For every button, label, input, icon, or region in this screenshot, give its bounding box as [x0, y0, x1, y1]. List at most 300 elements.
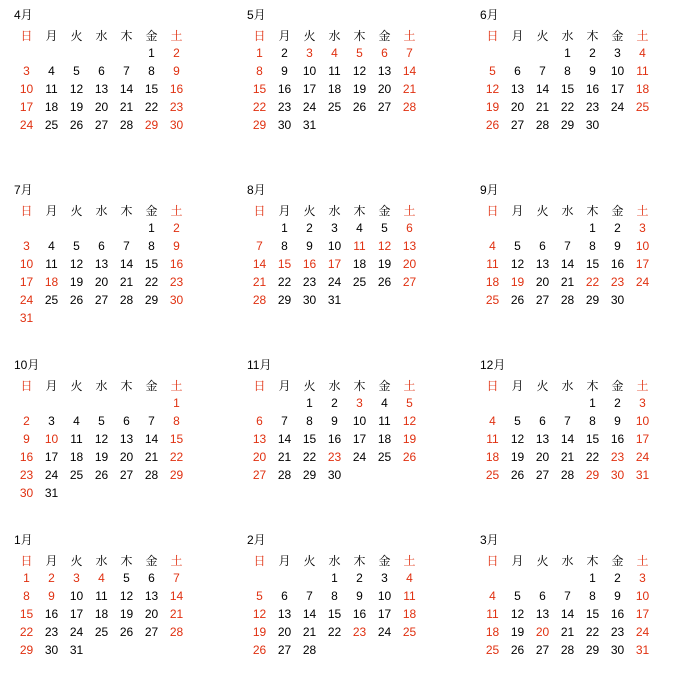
day-cell[interactable]: 29: [144, 293, 159, 307]
day-cell[interactable]: 11: [70, 432, 83, 446]
day-cell[interactable]: 9: [173, 64, 180, 78]
day-cell[interactable]: 22: [19, 625, 34, 639]
day-cell[interactable]: 15: [19, 607, 34, 621]
day-cell[interactable]: 26: [252, 643, 267, 657]
day-cell[interactable]: 7: [123, 64, 130, 78]
day-cell[interactable]: 21: [560, 625, 575, 639]
day-cell[interactable]: 7: [281, 414, 288, 428]
day-cell[interactable]: 24: [635, 450, 650, 464]
day-cell[interactable]: 8: [148, 64, 155, 78]
day-cell[interactable]: 8: [589, 239, 596, 253]
day-cell[interactable]: 4: [73, 414, 80, 428]
day-cell[interactable]: 21: [169, 607, 184, 621]
day-cell[interactable]: 15: [144, 82, 159, 96]
day-cell[interactable]: 29: [19, 643, 34, 657]
day-cell[interactable]: 25: [44, 118, 59, 132]
day-cell[interactable]: 16: [19, 450, 34, 464]
day-cell[interactable]: 23: [277, 100, 292, 114]
day-cell[interactable]: 7: [173, 571, 180, 585]
day-cell[interactable]: 31: [19, 311, 34, 325]
day-cell[interactable]: 27: [94, 118, 109, 132]
day-cell[interactable]: 4: [639, 46, 646, 60]
day-cell[interactable]: 28: [560, 643, 575, 657]
day-cell[interactable]: 3: [381, 571, 388, 585]
day-cell[interactable]: 5: [73, 64, 80, 78]
day-cell[interactable]: 18: [94, 607, 109, 621]
day-cell[interactable]: 31: [302, 118, 317, 132]
day-cell[interactable]: 17: [635, 432, 650, 446]
day-cell[interactable]: 15: [252, 82, 267, 96]
day-cell[interactable]: 2: [331, 396, 338, 410]
day-cell[interactable]: 23: [610, 275, 625, 289]
day-cell[interactable]: 15: [585, 257, 600, 271]
day-cell[interactable]: 27: [119, 468, 134, 482]
day-cell[interactable]: 13: [94, 257, 109, 271]
day-cell[interactable]: 23: [585, 100, 600, 114]
day-cell[interactable]: 19: [69, 100, 84, 114]
day-cell[interactable]: 22: [585, 450, 600, 464]
day-cell[interactable]: 25: [69, 468, 84, 482]
day-cell[interactable]: 30: [585, 118, 600, 132]
day-cell[interactable]: 26: [402, 450, 417, 464]
day-cell[interactable]: 10: [377, 589, 392, 603]
day-cell[interactable]: 22: [252, 100, 267, 114]
day-cell[interactable]: 19: [352, 82, 367, 96]
day-cell[interactable]: 26: [485, 118, 500, 132]
day-cell[interactable]: 17: [327, 257, 342, 271]
day-cell[interactable]: 18: [327, 82, 342, 96]
day-cell[interactable]: 3: [639, 396, 646, 410]
day-cell[interactable]: 2: [614, 396, 621, 410]
day-cell[interactable]: 23: [19, 468, 34, 482]
day-cell[interactable]: 9: [589, 64, 596, 78]
day-cell[interactable]: 10: [19, 82, 34, 96]
day-cell[interactable]: 16: [610, 607, 625, 621]
day-cell[interactable]: 10: [69, 589, 84, 603]
day-cell[interactable]: 25: [327, 100, 342, 114]
day-cell[interactable]: 6: [381, 46, 388, 60]
day-cell[interactable]: 2: [48, 571, 55, 585]
day-cell[interactable]: 10: [19, 257, 34, 271]
day-cell[interactable]: 22: [302, 450, 317, 464]
day-cell[interactable]: 17: [69, 607, 84, 621]
day-cell[interactable]: 27: [277, 643, 292, 657]
day-cell[interactable]: 22: [277, 275, 292, 289]
day-cell[interactable]: 21: [144, 450, 159, 464]
day-cell[interactable]: 24: [327, 275, 342, 289]
day-cell[interactable]: 7: [539, 64, 546, 78]
day-cell[interactable]: 25: [377, 450, 392, 464]
day-cell[interactable]: 11: [45, 257, 58, 271]
day-cell[interactable]: 27: [377, 100, 392, 114]
day-cell[interactable]: 16: [610, 432, 625, 446]
day-cell[interactable]: 10: [302, 64, 317, 78]
day-cell[interactable]: 1: [589, 396, 596, 410]
day-cell[interactable]: 23: [44, 625, 59, 639]
day-cell[interactable]: 17: [44, 450, 59, 464]
day-cell[interactable]: 6: [123, 414, 130, 428]
day-cell[interactable]: 21: [535, 100, 550, 114]
day-cell[interactable]: 14: [252, 257, 267, 271]
day-cell[interactable]: 1: [256, 46, 263, 60]
day-cell[interactable]: 26: [510, 293, 525, 307]
day-cell[interactable]: 20: [94, 275, 109, 289]
day-cell[interactable]: 7: [564, 239, 571, 253]
day-cell[interactable]: 28: [144, 468, 159, 482]
day-cell[interactable]: 21: [119, 275, 134, 289]
day-cell[interactable]: 24: [69, 625, 84, 639]
day-cell[interactable]: 11: [486, 432, 499, 446]
day-cell[interactable]: 4: [381, 396, 388, 410]
day-cell[interactable]: 27: [535, 643, 550, 657]
day-cell[interactable]: 6: [148, 571, 155, 585]
day-cell[interactable]: 4: [406, 571, 413, 585]
day-cell[interactable]: 1: [589, 571, 596, 585]
day-cell[interactable]: 13: [119, 432, 134, 446]
day-cell[interactable]: 11: [95, 589, 108, 603]
day-cell[interactable]: 18: [352, 257, 367, 271]
day-cell[interactable]: 26: [69, 118, 84, 132]
day-cell[interactable]: 9: [614, 239, 621, 253]
day-cell[interactable]: 10: [635, 589, 650, 603]
day-cell[interactable]: 14: [144, 432, 159, 446]
day-cell[interactable]: 13: [535, 607, 550, 621]
day-cell[interactable]: 29: [252, 118, 267, 132]
day-cell[interactable]: 18: [377, 432, 392, 446]
day-cell[interactable]: 28: [560, 468, 575, 482]
day-cell[interactable]: 23: [352, 625, 367, 639]
day-cell[interactable]: 10: [635, 414, 650, 428]
day-cell[interactable]: 8: [306, 414, 313, 428]
day-cell[interactable]: 14: [119, 82, 134, 96]
day-cell[interactable]: 3: [23, 239, 30, 253]
day-cell[interactable]: 1: [148, 221, 155, 235]
day-cell[interactable]: 19: [510, 625, 525, 639]
day-cell[interactable]: 2: [306, 221, 313, 235]
day-cell[interactable]: 29: [560, 118, 575, 132]
day-cell[interactable]: 19: [510, 275, 525, 289]
day-cell[interactable]: 4: [98, 571, 105, 585]
day-cell[interactable]: 18: [402, 607, 417, 621]
day-cell[interactable]: 13: [402, 239, 417, 253]
day-cell[interactable]: 20: [377, 82, 392, 96]
day-cell[interactable]: 14: [560, 607, 575, 621]
day-cell[interactable]: 25: [44, 293, 59, 307]
day-cell[interactable]: 20: [252, 450, 267, 464]
day-cell[interactable]: 4: [489, 414, 496, 428]
day-cell[interactable]: 5: [356, 46, 363, 60]
day-cell[interactable]: 1: [173, 396, 180, 410]
day-cell[interactable]: 28: [302, 643, 317, 657]
day-cell[interactable]: 15: [169, 432, 184, 446]
day-cell[interactable]: 10: [44, 432, 59, 446]
day-cell[interactable]: 7: [564, 414, 571, 428]
day-cell[interactable]: 3: [639, 571, 646, 585]
day-cell[interactable]: 16: [169, 257, 184, 271]
day-cell[interactable]: 20: [535, 450, 550, 464]
day-cell[interactable]: 14: [302, 607, 317, 621]
day-cell[interactable]: 5: [514, 239, 521, 253]
day-cell[interactable]: 19: [119, 607, 134, 621]
day-cell[interactable]: 25: [352, 275, 367, 289]
day-cell[interactable]: 19: [402, 432, 417, 446]
day-cell[interactable]: 2: [173, 221, 180, 235]
day-cell[interactable]: 22: [560, 100, 575, 114]
day-cell[interactable]: 24: [19, 118, 34, 132]
day-cell[interactable]: 4: [48, 239, 55, 253]
day-cell[interactable]: 16: [352, 607, 367, 621]
day-cell[interactable]: 5: [381, 221, 388, 235]
day-cell[interactable]: 1: [589, 221, 596, 235]
day-cell[interactable]: 21: [277, 450, 292, 464]
day-cell[interactable]: 11: [353, 239, 366, 253]
day-cell[interactable]: 1: [564, 46, 571, 60]
day-cell[interactable]: 15: [144, 257, 159, 271]
day-cell[interactable]: 16: [327, 432, 342, 446]
day-cell[interactable]: 30: [302, 293, 317, 307]
day-cell[interactable]: 5: [98, 414, 105, 428]
day-cell[interactable]: 23: [302, 275, 317, 289]
day-cell[interactable]: 9: [614, 414, 621, 428]
day-cell[interactable]: 27: [402, 275, 417, 289]
day-cell[interactable]: 17: [610, 82, 625, 96]
day-cell[interactable]: 13: [277, 607, 292, 621]
day-cell[interactable]: 9: [614, 589, 621, 603]
day-cell[interactable]: 3: [331, 221, 338, 235]
day-cell[interactable]: 6: [98, 64, 105, 78]
day-cell[interactable]: 19: [485, 100, 500, 114]
day-cell[interactable]: 11: [378, 414, 391, 428]
day-cell[interactable]: 5: [73, 239, 80, 253]
day-cell[interactable]: 30: [327, 468, 342, 482]
day-cell[interactable]: 25: [485, 468, 500, 482]
day-cell[interactable]: 15: [560, 82, 575, 96]
day-cell[interactable]: 25: [485, 643, 500, 657]
day-cell[interactable]: 25: [94, 625, 109, 639]
day-cell[interactable]: 12: [510, 257, 525, 271]
day-cell[interactable]: 8: [589, 414, 596, 428]
day-cell[interactable]: 7: [406, 46, 413, 60]
day-cell[interactable]: 19: [377, 257, 392, 271]
day-cell[interactable]: 24: [44, 468, 59, 482]
day-cell[interactable]: 29: [585, 468, 600, 482]
day-cell[interactable]: 22: [585, 275, 600, 289]
day-cell[interactable]: 4: [331, 46, 338, 60]
day-cell[interactable]: 6: [406, 221, 413, 235]
day-cell[interactable]: 29: [585, 293, 600, 307]
day-cell[interactable]: 13: [144, 589, 159, 603]
day-cell[interactable]: 18: [44, 275, 59, 289]
day-cell[interactable]: 16: [302, 257, 317, 271]
day-cell[interactable]: 1: [281, 221, 288, 235]
day-cell[interactable]: 29: [277, 293, 292, 307]
day-cell[interactable]: 21: [560, 450, 575, 464]
day-cell[interactable]: 16: [169, 82, 184, 96]
day-cell[interactable]: 23: [610, 450, 625, 464]
day-cell[interactable]: 1: [331, 571, 338, 585]
day-cell[interactable]: 20: [119, 450, 134, 464]
day-cell[interactable]: 3: [614, 46, 621, 60]
day-cell[interactable]: 31: [69, 643, 84, 657]
day-cell[interactable]: 20: [94, 100, 109, 114]
day-cell[interactable]: 17: [19, 100, 34, 114]
day-cell[interactable]: 13: [94, 82, 109, 96]
day-cell[interactable]: 23: [327, 450, 342, 464]
day-cell[interactable]: 23: [169, 275, 184, 289]
day-cell[interactable]: 2: [23, 414, 30, 428]
day-cell[interactable]: 12: [94, 432, 109, 446]
day-cell[interactable]: 5: [489, 64, 496, 78]
day-cell[interactable]: 1: [306, 396, 313, 410]
day-cell[interactable]: 12: [402, 414, 417, 428]
day-cell[interactable]: 23: [610, 625, 625, 639]
day-cell[interactable]: 10: [610, 64, 625, 78]
day-cell[interactable]: 22: [144, 275, 159, 289]
day-cell[interactable]: 31: [635, 468, 650, 482]
day-cell[interactable]: 28: [402, 100, 417, 114]
day-cell[interactable]: 4: [489, 589, 496, 603]
day-cell[interactable]: 31: [635, 643, 650, 657]
day-cell[interactable]: 20: [535, 625, 550, 639]
day-cell[interactable]: 9: [331, 414, 338, 428]
day-cell[interactable]: 27: [252, 468, 267, 482]
day-cell[interactable]: 15: [302, 432, 317, 446]
day-cell[interactable]: 19: [69, 275, 84, 289]
day-cell[interactable]: 12: [69, 257, 84, 271]
day-cell[interactable]: 11: [486, 257, 499, 271]
day-cell[interactable]: 7: [306, 589, 313, 603]
day-cell[interactable]: 30: [610, 293, 625, 307]
day-cell[interactable]: 28: [119, 293, 134, 307]
day-cell[interactable]: 8: [331, 589, 338, 603]
day-cell[interactable]: 26: [510, 468, 525, 482]
day-cell[interactable]: 28: [252, 293, 267, 307]
day-cell[interactable]: 15: [277, 257, 292, 271]
day-cell[interactable]: 25: [635, 100, 650, 114]
day-cell[interactable]: 13: [510, 82, 525, 96]
day-cell[interactable]: 18: [69, 450, 84, 464]
day-cell[interactable]: 12: [119, 589, 134, 603]
day-cell[interactable]: 27: [535, 293, 550, 307]
day-cell[interactable]: 4: [489, 239, 496, 253]
day-cell[interactable]: 28: [169, 625, 184, 639]
day-cell[interactable]: 24: [377, 625, 392, 639]
day-cell[interactable]: 22: [327, 625, 342, 639]
day-cell[interactable]: 18: [485, 275, 500, 289]
day-cell[interactable]: 26: [352, 100, 367, 114]
day-cell[interactable]: 21: [402, 82, 417, 96]
day-cell[interactable]: 9: [48, 589, 55, 603]
day-cell[interactable]: 2: [281, 46, 288, 60]
day-cell[interactable]: 14: [277, 432, 292, 446]
day-cell[interactable]: 11: [486, 607, 499, 621]
day-cell[interactable]: 3: [73, 571, 80, 585]
day-cell[interactable]: 26: [69, 293, 84, 307]
day-cell[interactable]: 24: [19, 293, 34, 307]
day-cell[interactable]: 8: [564, 64, 571, 78]
day-cell[interactable]: 13: [535, 432, 550, 446]
day-cell[interactable]: 6: [514, 64, 521, 78]
day-cell[interactable]: 13: [252, 432, 267, 446]
day-cell[interactable]: 21: [302, 625, 317, 639]
day-cell[interactable]: 23: [169, 100, 184, 114]
day-cell[interactable]: 24: [635, 275, 650, 289]
day-cell[interactable]: 8: [589, 589, 596, 603]
day-cell[interactable]: 12: [69, 82, 84, 96]
day-cell[interactable]: 13: [535, 257, 550, 271]
day-cell[interactable]: 29: [585, 643, 600, 657]
day-cell[interactable]: 20: [402, 257, 417, 271]
day-cell[interactable]: 16: [585, 82, 600, 96]
day-cell[interactable]: 21: [560, 275, 575, 289]
day-cell[interactable]: 5: [256, 589, 263, 603]
day-cell[interactable]: 19: [94, 450, 109, 464]
day-cell[interactable]: 6: [281, 589, 288, 603]
day-cell[interactable]: 27: [535, 468, 550, 482]
day-cell[interactable]: 16: [610, 257, 625, 271]
day-cell[interactable]: 11: [403, 589, 416, 603]
day-cell[interactable]: 6: [539, 414, 546, 428]
day-cell[interactable]: 3: [639, 221, 646, 235]
day-cell[interactable]: 28: [535, 118, 550, 132]
day-cell[interactable]: 8: [256, 64, 263, 78]
day-cell[interactable]: 14: [560, 432, 575, 446]
day-cell[interactable]: 20: [277, 625, 292, 639]
day-cell[interactable]: 10: [635, 239, 650, 253]
day-cell[interactable]: 5: [406, 396, 413, 410]
day-cell[interactable]: 24: [610, 100, 625, 114]
day-cell[interactable]: 6: [539, 239, 546, 253]
day-cell[interactable]: 12: [252, 607, 267, 621]
day-cell[interactable]: 29: [144, 118, 159, 132]
day-cell[interactable]: 29: [169, 468, 184, 482]
day-cell[interactable]: 14: [402, 64, 417, 78]
day-cell[interactable]: 22: [169, 450, 184, 464]
day-cell[interactable]: 28: [277, 468, 292, 482]
day-cell[interactable]: 10: [327, 239, 342, 253]
day-cell[interactable]: 7: [564, 589, 571, 603]
day-cell[interactable]: 12: [510, 607, 525, 621]
day-cell[interactable]: 18: [485, 625, 500, 639]
day-cell[interactable]: 30: [169, 118, 184, 132]
day-cell[interactable]: 5: [123, 571, 130, 585]
day-cell[interactable]: 18: [635, 82, 650, 96]
day-cell[interactable]: 17: [635, 257, 650, 271]
day-cell[interactable]: 2: [614, 221, 621, 235]
day-cell[interactable]: 1: [23, 571, 30, 585]
day-cell[interactable]: 26: [510, 643, 525, 657]
day-cell[interactable]: 8: [281, 239, 288, 253]
day-cell[interactable]: 14: [119, 257, 134, 271]
day-cell[interactable]: 15: [585, 607, 600, 621]
day-cell[interactable]: 16: [44, 607, 59, 621]
day-cell[interactable]: 12: [352, 64, 367, 78]
day-cell[interactable]: 11: [328, 64, 341, 78]
day-cell[interactable]: 1: [148, 46, 155, 60]
day-cell[interactable]: 7: [148, 414, 155, 428]
day-cell[interactable]: 30: [610, 643, 625, 657]
day-cell[interactable]: 27: [94, 293, 109, 307]
day-cell[interactable]: 2: [614, 571, 621, 585]
day-cell[interactable]: 3: [306, 46, 313, 60]
day-cell[interactable]: 3: [23, 64, 30, 78]
day-cell[interactable]: 17: [635, 607, 650, 621]
day-cell[interactable]: 8: [23, 589, 30, 603]
day-cell[interactable]: 26: [377, 275, 392, 289]
day-cell[interactable]: 2: [356, 571, 363, 585]
day-cell[interactable]: 3: [48, 414, 55, 428]
day-cell[interactable]: 15: [585, 432, 600, 446]
